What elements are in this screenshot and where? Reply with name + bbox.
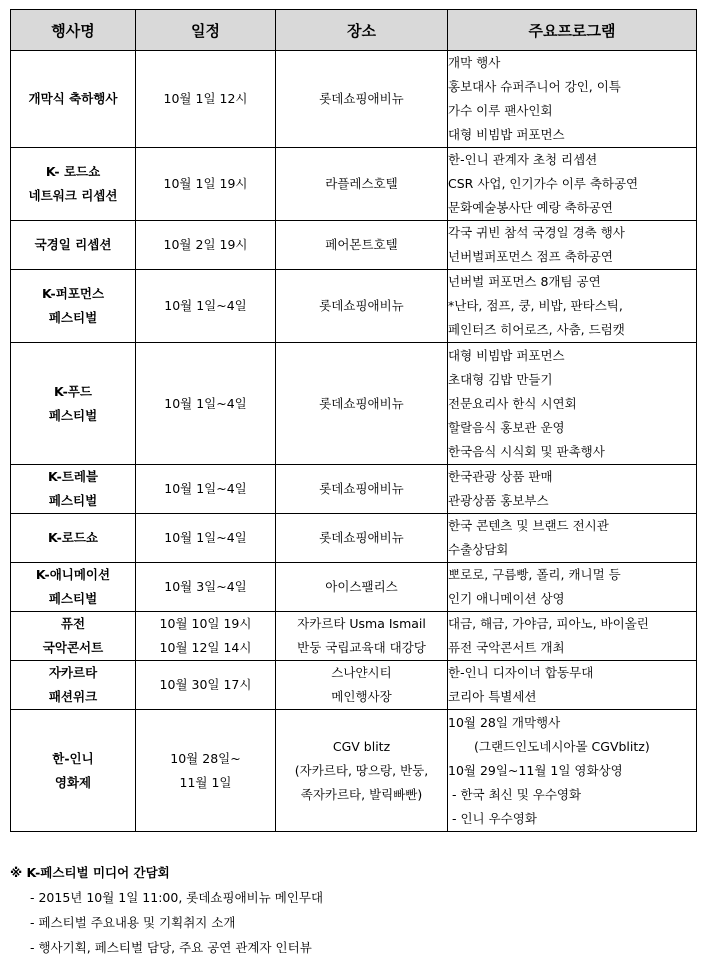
schedule-line: 10월 1일 19시 (163, 176, 248, 191)
programs-line: CSR 사업, 인기가수 이루 축하공연 (448, 176, 639, 191)
programs-line: 코리아 특별세션 (448, 689, 537, 704)
note-item: - 행사기획, 페스티벌 담당, 주요 공연 관계자 인터뷰 (30, 940, 312, 955)
programs-line: 수출상담회 (448, 542, 509, 557)
note-title: ※ K-페스티벌 미디어 간담회 (10, 865, 170, 880)
venue-cell (276, 148, 448, 221)
header-event-name: 행사명 (11, 10, 136, 51)
venue-line: (자카르타, 땅으랑, 반둥, (294, 762, 429, 778)
schedule-cell (136, 148, 276, 221)
event-name-cell (11, 51, 136, 148)
programs-line: 대형 비빔밥 퍼포먼스 (448, 127, 565, 142)
venue-cell (276, 612, 448, 661)
programs-line: 대금, 해금, 가야금, 피아노, 바이올린 (448, 616, 649, 631)
programs-line: 페인터즈 히어로즈, 사춤, 드럼캣 (448, 322, 625, 337)
event-name-line: 국경일 리셉션 (34, 237, 112, 252)
schedule-line: 10월 1일~4일 (164, 395, 247, 411)
event-name-cell (11, 270, 136, 343)
event-name-cell (11, 661, 136, 710)
programs-line: 각국 귀빈 참석 국경일 경축 행사 (448, 225, 625, 240)
header-venue: 장소 (276, 10, 448, 51)
schedule-line: 10월 10일 19시 (159, 616, 252, 631)
event-name-cell (11, 221, 136, 270)
programs-line: 가수 이루 팬사인회 (448, 103, 553, 118)
schedule-cell (136, 661, 276, 710)
header-programs: 주요프로그램 (448, 10, 697, 51)
event-name-line: 퓨전 (60, 616, 86, 631)
venue-cell (276, 221, 448, 270)
event-name-cell (11, 710, 136, 832)
programs-line: 인기 애니메이션 상영 (448, 591, 565, 606)
event-name-line: K- 로드쇼 (45, 164, 101, 179)
table-row (11, 148, 697, 221)
programs-cell (448, 51, 697, 148)
venue-cell (276, 514, 448, 563)
table-row (11, 563, 697, 612)
event-name-line: 개막식 축하행사 (28, 91, 118, 106)
event-name-cell (11, 563, 136, 612)
table-row (11, 465, 697, 514)
programs-line: 개막 행사 (448, 55, 501, 70)
venue-line: 자카르타 Usma Ismail (297, 616, 426, 631)
table-row (11, 221, 697, 270)
programs-line: (그랜드인도네시아몰 CGVblitz) (474, 738, 650, 754)
schedule-line: 10월 1일~4일 (164, 481, 247, 496)
schedule-line: 10월 3일~4일 (164, 579, 247, 594)
schedule-cell (136, 465, 276, 514)
table-row (11, 51, 697, 148)
programs-line: 할랄음식 홍보관 운영 (448, 419, 565, 435)
event-name-line: 네트워크 리셉션 (28, 188, 118, 203)
programs-line: *난타, 점프, 쿵, 비밥, 판타스틱, (448, 298, 623, 313)
programs-line: 문화예술봉사단 예랑 축하공연 (448, 200, 613, 215)
event-name-cell (11, 148, 136, 221)
event-name-line: K-로드쇼 (47, 530, 98, 545)
venue-cell (276, 343, 448, 465)
table-row (11, 270, 697, 343)
schedule-cell (136, 514, 276, 563)
venue-line: 라플레스호텔 (325, 176, 398, 191)
venue-cell (276, 710, 448, 832)
event-name-line: 페스티벌 (48, 310, 98, 325)
table-row (11, 514, 697, 563)
event-name-cell (11, 612, 136, 661)
event-name-line: 페스티벌 (48, 591, 98, 606)
event-name-line: 페스티벌 (48, 493, 98, 508)
schedule-cell (136, 221, 276, 270)
schedule-cell (136, 51, 276, 148)
note-item: - 페스티벌 주요내용 및 기획취지 소개 (30, 915, 236, 930)
programs-line: 전문요리사 한식 시연회 (448, 395, 577, 411)
programs-line: 한국관광 상품 판매 (448, 469, 553, 484)
schedule-line: 10월 12일 14시 (159, 640, 252, 655)
event-name-line: 페스티벌 (48, 407, 98, 423)
venue-line: 반둥 국립교육대 대강당 (297, 640, 426, 655)
event-name-line: K-애니메이션 (35, 567, 111, 582)
programs-line: 한국음식 시식회 및 판촉행사 (448, 443, 605, 459)
venue-line: 롯데쇼핑애비뉴 (319, 298, 404, 313)
venue-line: 메인행사장 (331, 689, 392, 704)
table-row (11, 710, 697, 832)
programs-line: 홍보대사 슈퍼주니어 강인, 이특 (448, 79, 621, 94)
programs-line: 관광상품 홍보부스 (448, 493, 549, 508)
programs-cell (448, 221, 697, 270)
programs-line: 넌버벌 퍼포먼스 8개팀 공연 (448, 274, 601, 289)
schedule-line: 10월 30일 17시 (159, 677, 252, 692)
event-name-cell (11, 514, 136, 563)
venue-line: CGV blitz (332, 738, 391, 754)
programs-line: 10월 28일 개막행사 (448, 714, 561, 730)
programs-line: 한국 콘텐츠 및 브랜드 전시관 (448, 518, 609, 533)
programs-cell (448, 270, 697, 343)
venue-line: 롯데쇼핑애비뉴 (319, 530, 404, 545)
event-name-line: 국악콘서트 (42, 640, 104, 655)
venue-line: 롯데쇼핑애비뉴 (319, 395, 404, 411)
programs-cell (448, 343, 697, 465)
event-name-line: K-푸드 (54, 383, 92, 399)
programs-line: 한-인니 디자이너 합동무대 (448, 665, 594, 680)
programs-cell (448, 661, 697, 710)
venue-line: 스나얀시티 (331, 665, 392, 680)
programs-line: - 한국 최신 및 우수영화 (452, 786, 582, 802)
programs-cell (448, 710, 697, 832)
schedule-line: 10월 2일 19시 (163, 237, 248, 252)
programs-line: 한-인니 관계자 초청 리셉션 (448, 152, 598, 167)
table-row (11, 612, 697, 661)
note-item: - 2015년 10월 1일 11:00, 롯데쇼핑애비뉴 메인무대 (30, 890, 324, 905)
schedule-line: 10월 1일~4일 (164, 530, 247, 545)
event-name-line: 패션위크 (48, 689, 98, 704)
venue-cell (276, 51, 448, 148)
table-header-row (11, 10, 697, 51)
programs-cell (448, 148, 697, 221)
schedule-cell (136, 563, 276, 612)
schedule-cell (136, 710, 276, 832)
programs-line: 넌버벌퍼포먼스 점프 축하공연 (448, 249, 613, 264)
header-schedule: 일정 (136, 10, 276, 51)
event-name-line: K-트레블 (47, 469, 98, 484)
event-name-line: K-퍼포먼스 (41, 286, 105, 301)
schedule-cell (136, 612, 276, 661)
programs-cell (448, 465, 697, 514)
venue-line: 아이스팰리스 (325, 579, 398, 594)
event-name-cell (11, 465, 136, 514)
media-briefing-note (10, 860, 696, 960)
event-name-line: 자카르타 (48, 665, 98, 680)
programs-cell (448, 563, 697, 612)
programs-line: 퓨전 국악콘서트 개최 (448, 640, 565, 655)
programs-cell (448, 612, 697, 661)
event-name-line: 영화제 (54, 774, 92, 790)
schedule-line: 10월 1일~4일 (164, 298, 247, 313)
event-name-line: 한-인니 (52, 750, 94, 766)
table-row (11, 661, 697, 710)
programs-line: - 인니 우수영화 (452, 810, 537, 826)
table-row (11, 343, 697, 465)
venue-cell (276, 270, 448, 343)
table-body (11, 51, 697, 832)
schedule-cell (136, 343, 276, 465)
programs-cell (448, 514, 697, 563)
venue-line: 롯데쇼핑애비뉴 (319, 481, 404, 496)
venue-cell (276, 563, 448, 612)
programs-line: 초대형 김밥 만들기 (448, 371, 553, 387)
schedule-line: 10월 28일~ (170, 750, 241, 766)
venue-line: 페어몬트호텔 (325, 237, 398, 252)
venue-cell (276, 465, 448, 514)
event-name-cell (11, 343, 136, 465)
venue-line: 족자카르타, 발릭빠빤) (300, 786, 423, 802)
programs-line: 10월 29일~11월 1일 영화상영 (448, 762, 623, 778)
venue-line: 롯데쇼핑애비뉴 (319, 91, 404, 106)
schedule-cell (136, 270, 276, 343)
schedule-line: 11월 1일 (179, 774, 232, 790)
event-schedule-table (10, 9, 697, 832)
schedule-line: 10월 1일 12시 (163, 91, 248, 106)
venue-cell (276, 661, 448, 710)
programs-line: 대형 비빔밥 퍼포먼스 (448, 347, 565, 363)
programs-line: 뽀로로, 구름빵, 폴리, 캐니멀 등 (448, 567, 621, 582)
